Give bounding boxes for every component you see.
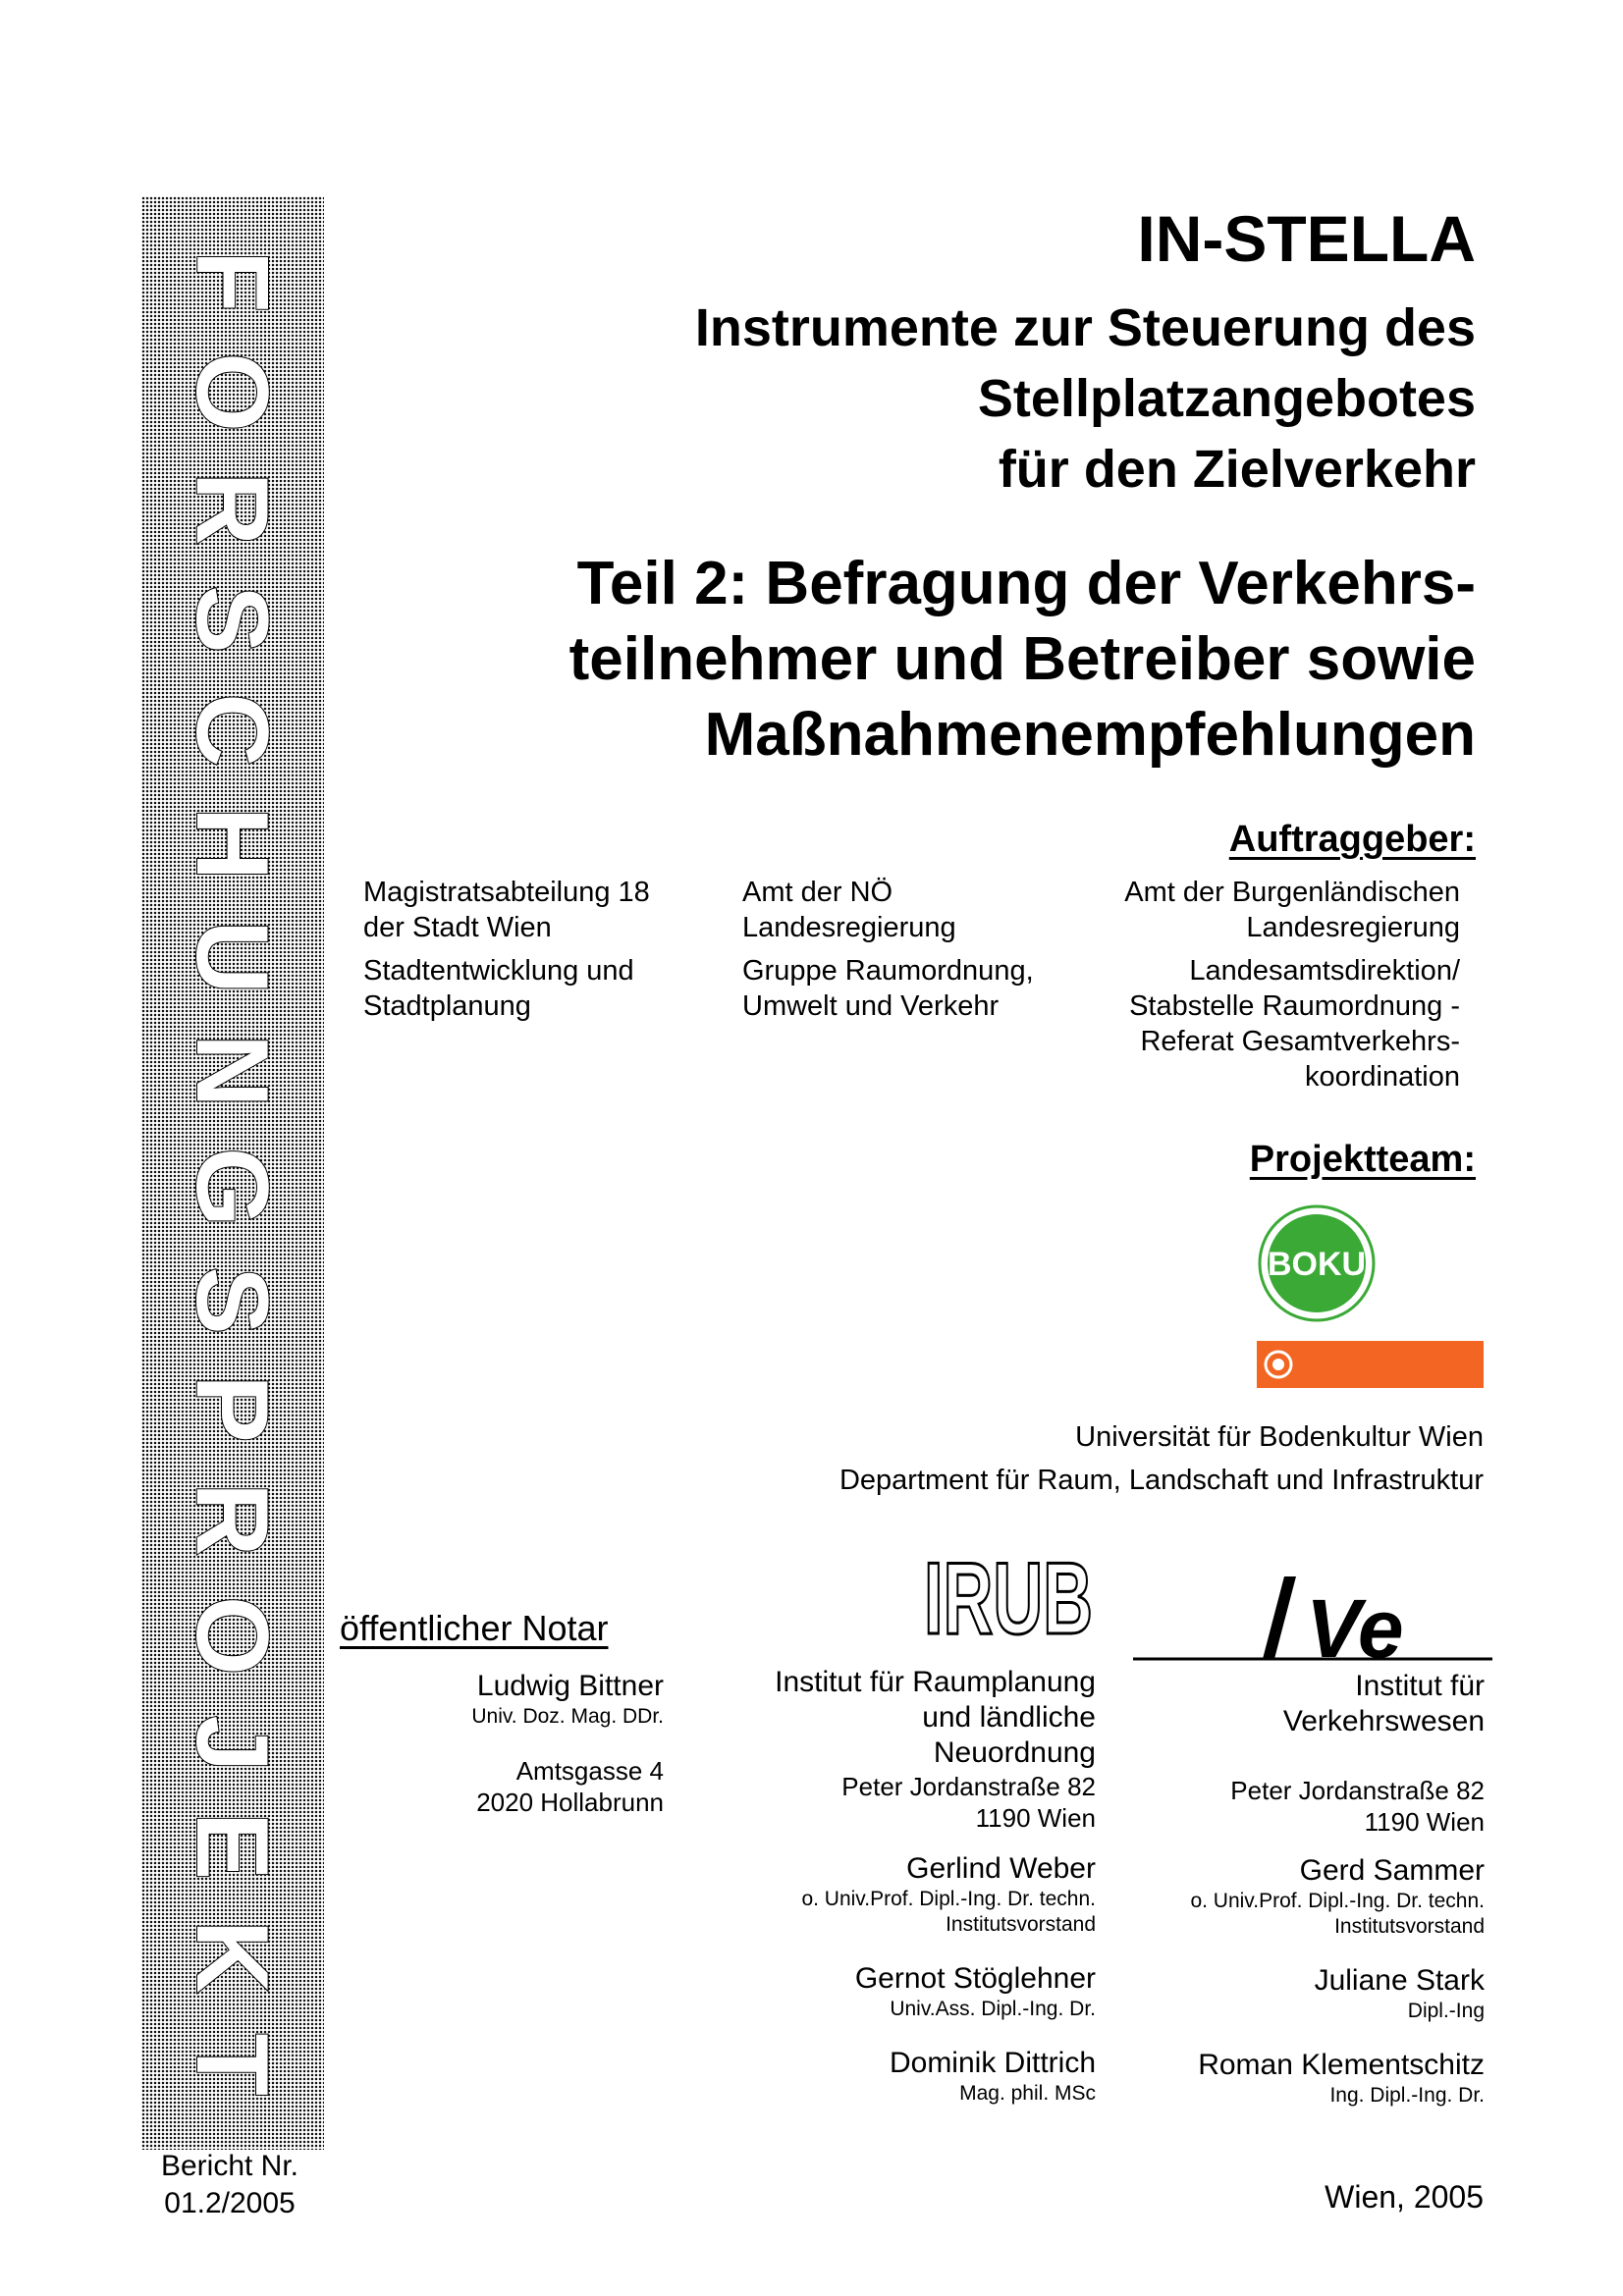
person-name: Gerd Sammer [1299, 1854, 1485, 1887]
client-ma18 [363, 875, 697, 1024]
ive-person [1090, 1963, 1485, 2024]
client-burgenland [1048, 875, 1460, 1095]
subtitle [494, 293, 1476, 505]
boku-logo-text: BOKU [1267, 1246, 1367, 1283]
place-date: Wien, 2005 [1325, 2179, 1484, 2215]
auftraggeber-heading: Auftraggeber: [1228, 819, 1476, 860]
banner-text-svg [141, 196, 324, 2150]
person-name: Dominik Dittrich [889, 2047, 1096, 2079]
person-title: Mag. phil. MSc [959, 2082, 1096, 2105]
notar-title: Univ. Doz. Mag. DDr. [471, 1705, 664, 1728]
notar-block [340, 1669, 664, 1818]
person-title: Institutsvorstand [1334, 1915, 1485, 1938]
subtitle-line: Stellplatzangebotes [977, 369, 1476, 428]
ive-logo-icon [1133, 1571, 1496, 1675]
irub-block [707, 1665, 1096, 1834]
client-line: koordination [1305, 1061, 1460, 1093]
person-name: Juliane Stark [1314, 1964, 1485, 1997]
ive-address [1090, 1775, 1485, 1838]
ive-block [1090, 1669, 1485, 1739]
client-line: Landesregierung [1246, 912, 1460, 943]
boku-logo-icon [1257, 1203, 1377, 1323]
client-line: Magistratsabteilung 18 [363, 877, 650, 908]
ive-address-line: Peter Jordanstraße 82 [1230, 1776, 1485, 1805]
irub-institute-line: Neuordnung [933, 1736, 1096, 1769]
client-line: der Stadt Wien [363, 912, 552, 943]
client-line: Referat Gesamtverkehrs- [1140, 1026, 1460, 1057]
client-line: Amt der Burgenländischen [1124, 877, 1460, 908]
subtitle-line: Instrumente zur Steuerung des [694, 298, 1476, 357]
department-name: Department für Raum, Landschaft und Infrastruktur [839, 1465, 1484, 1496]
ive-institute-line: Verkehrswesen [1282, 1705, 1485, 1737]
irub-person [707, 1851, 1096, 1938]
client-line: Umwelt und Verkehr [742, 990, 1000, 1022]
banner-text: FORSCHUNGSPROJEKT [175, 250, 289, 2096]
client-noe [742, 875, 1076, 1024]
person-name: Roman Klementschitz [1198, 2049, 1485, 2081]
person-title: Institutsvorstand [946, 1913, 1096, 1936]
irub-institute-line: und ländliche [922, 1701, 1096, 1734]
person-title: Ing. Dipl.-Ing. Dr. [1329, 2084, 1485, 2107]
irub-person [707, 2046, 1096, 2107]
report-number-line: Bericht Nr. [160, 2150, 299, 2182]
subtitle-line: für den Zielverkehr [998, 440, 1476, 499]
client-line: Amt der NÖ [742, 877, 893, 908]
irub-address-line: 1190 Wien [975, 1803, 1096, 1833]
document-title: IN-STELLA [1137, 202, 1476, 275]
vertical-banner [141, 196, 324, 2150]
irub-address-line: Peter Jordanstraße 82 [841, 1772, 1096, 1801]
irub-logo-text: IRUB [924, 1542, 1093, 1656]
client-line: Stabstelle Raumordnung - [1129, 990, 1460, 1022]
irub-institute-line: Institut für Raumplanung [775, 1666, 1096, 1698]
part-title-line: Maßnahmenempfehlungen [704, 701, 1476, 769]
person-title: o. Univ.Prof. Dipl.-Ing. Dr. techn. [801, 1888, 1096, 1910]
notar-heading: öffentlicher Notar [340, 1608, 609, 1648]
person-name: Gernot Stöglehner [854, 1962, 1096, 1995]
person-title: o. Univ.Prof. Dipl.-Ing. Dr. techn. [1190, 1890, 1485, 1912]
person-title: Dipl.-Ing [1407, 2000, 1485, 2022]
notar-name: Ludwig Bittner [476, 1670, 664, 1702]
part-title-line: Teil 2: Befragung der Verkehrs- [576, 550, 1476, 617]
boku-affiliation [698, 1415, 1484, 1502]
irub-person [707, 1961, 1096, 2022]
person-name: Gerlind Weber [906, 1852, 1096, 1885]
client-line: Landesamtsdirektion/ [1189, 955, 1460, 987]
ive-person [1090, 2048, 1485, 2109]
notar-address-line: Amtsgasse 4 [515, 1756, 664, 1786]
ive-logo [1133, 1571, 1496, 1675]
university-name: Universität für Bodenkultur Wien [1075, 1421, 1484, 1453]
part-title [396, 546, 1476, 773]
ive-person [1090, 1853, 1485, 1940]
ive-institute-line: Institut für [1355, 1670, 1485, 1702]
report-number [132, 2148, 328, 2222]
client-line: Stadtplanung [363, 990, 531, 1022]
ive-address-line: 1190 Wien [1364, 1807, 1485, 1837]
projektteam-heading: Projektteam: [1249, 1139, 1476, 1180]
client-line: Gruppe Raumordnung, [742, 955, 1034, 987]
boku-swirl-icon [1257, 1341, 1296, 1388]
boku-orange-bar [1257, 1341, 1484, 1388]
ive-logo-text: Ve [1306, 1582, 1404, 1675]
report-number-line: 01.2/2005 [164, 2187, 296, 2219]
irub-logo-icon [921, 1539, 1096, 1656]
part-title-line: teilnehmer und Betreiber sowie [568, 625, 1476, 693]
irub-logo [921, 1539, 1096, 1656]
boku-logo [1257, 1203, 1377, 1323]
client-line: Landesregierung [742, 912, 956, 943]
person-title: Univ.Ass. Dipl.-Ing. Dr. [890, 1998, 1096, 2020]
notar-address-line: 2020 Hollabrunn [476, 1788, 664, 1817]
client-line: Stadtentwicklung und [363, 955, 634, 987]
